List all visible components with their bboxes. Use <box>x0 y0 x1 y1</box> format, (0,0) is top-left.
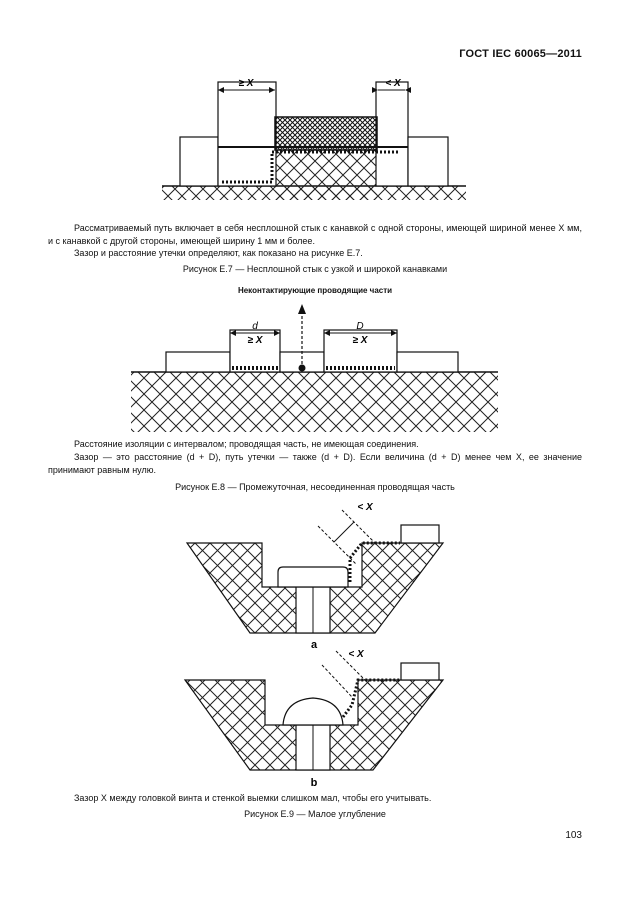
figure-e8-drawing <box>0 298 630 433</box>
e8-title: Неконтактирующие проводящие части <box>237 286 393 295</box>
e9b-label-lt: < X <box>348 649 364 660</box>
figure-e9b-drawing <box>0 645 630 790</box>
e7-label-right: < X <box>385 78 401 89</box>
figure-e7-drawing <box>0 70 630 200</box>
e7-text-1: Рассматриваемый путь включает в себя несплошной стык с канавкой с одной стороны, имеющей шириной менее X мм, и с канавкой с другой стороны, имеющей ширину 1 мм и более. <box>48 223 582 246</box>
e8-text-2: Зазор — это расстояние (d + D), путь утечки — также (d + D). Если величина (d + D) менее чем X, ее значение принимают равным нулю. <box>48 452 582 475</box>
e8-caption: Рисунок Е.8 — Промежуточная, несоединенная проводящая часть <box>175 482 455 492</box>
e7-text-2: Зазор и расстояние утечки определяют, как показано на рисунке Е.7. <box>74 248 363 258</box>
e9-caption: Рисунок Е.9 — Малое углубление <box>244 809 386 819</box>
figure-e9a-drawing <box>0 498 630 648</box>
e9a-label: a <box>310 639 318 648</box>
standard-header: ГОСТ IEC 60065—2011 <box>459 48 582 60</box>
e8-text-1: Расстояние изоляции с интервалом; проводящая часть, не имеющая соединения. <box>74 439 419 449</box>
e8-label-D-ge: ≥ X <box>352 335 368 346</box>
e8-label-D: D <box>356 321 364 332</box>
e9-text-1: Зазор X между головкой винта и стенкой выемки слишком мал, чтобы его учитывать. <box>74 793 432 803</box>
e8-label-d-ge: ≥ X <box>247 335 263 346</box>
e7-caption: Рисунок Е.7 — Несплошной стык с узкой и широкой канавками <box>182 264 448 274</box>
page-number: 103 <box>565 830 582 841</box>
e7-label-left: ≥ X <box>238 78 254 89</box>
e9b-label: b <box>310 777 318 789</box>
e9a-label-lt: < X <box>357 502 373 513</box>
e8-label-d: d <box>252 321 258 332</box>
